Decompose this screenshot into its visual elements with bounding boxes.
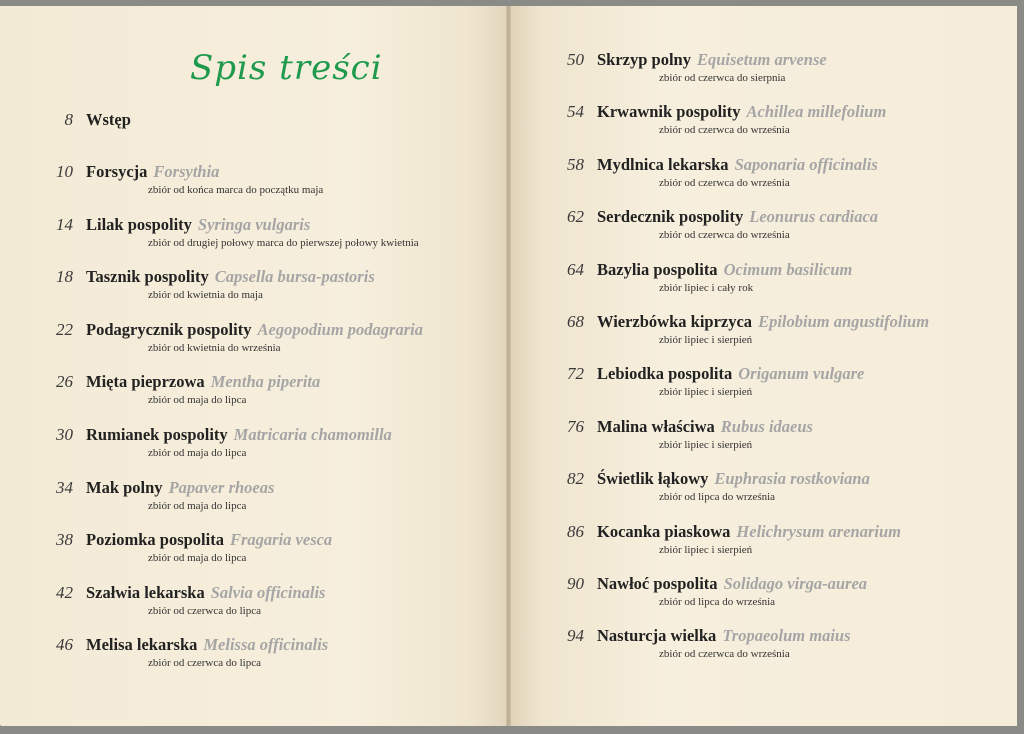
entry-harvest-note: zbiór od czerwca do września — [659, 176, 790, 189]
entry-harvest-note: zbiór od kwietnia do maja — [148, 289, 263, 302]
page-number: 38 — [56, 530, 73, 550]
page-number: 22 — [56, 319, 73, 339]
entry-title — [597, 50, 827, 70]
entry-name: Forsycja — [86, 162, 148, 181]
entry-name: Nasturcja wielka — [597, 626, 717, 646]
entry-latin-name: Leonurus cardiaca — [749, 207, 879, 227]
left-page — [0, 6, 506, 726]
entry-latin-name: Papaver rhoeas — [168, 477, 275, 497]
entry-title — [597, 207, 878, 227]
entry-title — [86, 215, 310, 235]
page-number: 46 — [56, 635, 73, 655]
page-number: 50 — [567, 50, 584, 69]
entry-title — [86, 425, 392, 445]
entry-latin-name: Mentha piperita — [210, 372, 321, 392]
entry-harvest-note: zbiór lipiec i sierpień — [659, 438, 753, 451]
page-number: 72 — [567, 364, 584, 384]
entry-harvest-note: zbiór lipiec i cały rok — [659, 281, 754, 294]
entry-name: Podagrycznik pospolity — [86, 319, 252, 339]
page-number: 82 — [567, 469, 584, 489]
entry-latin-name: Rubus idaeus — [720, 416, 813, 436]
entry-title — [597, 364, 864, 384]
page-number: 94 — [567, 626, 584, 646]
entry-harvest-note: zbiór od lipca do września — [659, 491, 776, 504]
entry-name: Rumianek pospolity — [86, 425, 228, 444]
page-number: 86 — [567, 521, 584, 541]
entry-title — [86, 372, 320, 392]
entry-name: Lilak pospolity — [86, 214, 192, 234]
entry-latin-name: Saponaria officinalis — [734, 154, 878, 174]
entry-name: Melisa lekarska — [86, 635, 198, 655]
page-number: 18 — [56, 267, 73, 287]
page-number: 76 — [567, 416, 584, 436]
entry-harvest-note: zbiór od maja do lipca — [148, 552, 247, 565]
entry-title — [597, 312, 929, 332]
entry-latin-name: Ocimum basilicum — [723, 259, 853, 279]
page-number: 90 — [567, 574, 584, 593]
entry-name: Mak polny — [86, 477, 163, 497]
page-number: 42 — [56, 582, 73, 602]
entry-name: Kocanka piaskowa — [597, 521, 731, 541]
entry-title — [86, 267, 375, 287]
page-title: Spis treści — [190, 48, 383, 88]
entry-latin-name: Forsythia — [153, 162, 220, 181]
entry-latin-name: Melissa officinalis — [203, 635, 329, 655]
page-number: 54 — [567, 102, 584, 122]
entry-title — [597, 417, 813, 437]
entry-name: Mydlnica lekarska — [597, 154, 729, 174]
page-number: 68 — [567, 312, 584, 331]
entry-latin-name: Equisetum arvense — [697, 50, 827, 69]
page-number: 8 — [64, 110, 73, 129]
entry-name: Nawłoć pospolita — [597, 574, 718, 593]
entry-title — [86, 162, 219, 182]
entry-name: Tasznik pospolity — [86, 267, 209, 287]
page-number: 62 — [567, 207, 584, 227]
entry-harvest-note: zbiór od lipca do września — [659, 596, 776, 608]
entry-harvest-note: zbiór lipiec i sierpień — [659, 543, 753, 556]
right-page — [511, 6, 1017, 726]
entry-title — [597, 626, 851, 646]
entry-latin-name: Tropaeolum maius — [722, 626, 851, 646]
page-number: 64 — [567, 259, 584, 279]
entry-harvest-note: zbiór od maja do lipca — [148, 447, 247, 459]
entry-name: Poziomka pospolita — [86, 530, 224, 550]
entry-harvest-note: zbiór od drugiej połowy marca do pierwszej połowy kwietnia — [148, 236, 419, 249]
entry-latin-name: Capsella bursa-pastoris — [214, 267, 375, 287]
entry-harvest-note: zbiór od końca marca do początku maja — [148, 184, 324, 196]
entry-latin-name: Salvia officinalis — [210, 582, 326, 602]
entry-harvest-note: zbiór od czerwca do września — [659, 648, 790, 661]
page-number: 10 — [56, 162, 73, 181]
entry-name: Mięta pieprzowa — [86, 372, 205, 392]
entry-harvest-note: zbiór od czerwca do sierpnia — [659, 72, 786, 84]
entry-title — [597, 102, 886, 122]
entry-latin-name: Euphrasia rostkoviana — [714, 469, 870, 489]
entry-title — [597, 522, 901, 542]
entry-name: Świetlik łąkowy — [597, 469, 709, 489]
entry-title — [86, 635, 328, 655]
entry-harvest-note: zbiór od czerwca do września — [659, 124, 790, 137]
entry-harvest-note: zbiór lipiec i sierpień — [659, 386, 753, 399]
entry-latin-name: Epilobium angustifolium — [758, 312, 930, 331]
entry-latin-name: Aegopodium podagraria — [257, 319, 423, 339]
page-number: 14 — [56, 214, 73, 234]
entry-name: Lebiodka pospolita — [597, 364, 733, 384]
entry-title — [597, 260, 852, 280]
entry-latin-name: Origanum vulgare — [738, 364, 865, 384]
entry-name: Wierzbówka kiprzyca — [597, 312, 753, 331]
entry-harvest-note: zbiór od maja do lipca — [148, 499, 247, 512]
page-number: 26 — [56, 372, 73, 392]
page-number: 30 — [56, 425, 73, 444]
entry-name: Malina właściwa — [597, 416, 715, 436]
entry-latin-name: Achillea millefolium — [746, 102, 887, 122]
entry-title — [597, 155, 878, 175]
page-number: 58 — [567, 154, 584, 174]
entry-latin-name: Solidago virga-aurea — [723, 574, 868, 593]
entry-title: Wstęp — [86, 110, 131, 129]
entry-harvest-note: zbiór od kwietnia do września — [148, 341, 281, 354]
entry-latin-name: Syringa vulgaris — [197, 214, 311, 234]
entry-harvest-note: zbiór od maja do lipca — [148, 394, 247, 407]
entry-title — [86, 583, 325, 603]
entry-latin-name: Helichrysum arenarium — [736, 521, 901, 541]
entry-title — [86, 478, 274, 498]
entry-harvest-note: zbiór od czerwca do lipca — [148, 657, 261, 670]
entry-name: Skrzyp polny — [597, 50, 691, 69]
entry-title — [597, 574, 867, 594]
entry-latin-name: Fragaria vesca — [229, 530, 333, 550]
entry-name: Bazylia pospolita — [597, 259, 718, 279]
entry-title — [86, 320, 423, 340]
entry-harvest-note: zbiór od czerwca do września — [659, 229, 790, 242]
entry-title — [86, 530, 332, 550]
entry-name: Krwawnik pospolity — [597, 102, 741, 122]
page-number: 34 — [56, 477, 73, 497]
entry-name: Serdecznik pospolity — [597, 207, 744, 227]
entry-name: Szałwia lekarska — [86, 582, 205, 602]
entry-harvest-note: zbiór od czerwca do lipca — [148, 604, 261, 617]
entry-title — [597, 469, 870, 489]
entry-latin-name: Matricaria chamomilla — [233, 425, 392, 444]
entry-harvest-note: zbiór lipiec i sierpień — [659, 334, 753, 346]
